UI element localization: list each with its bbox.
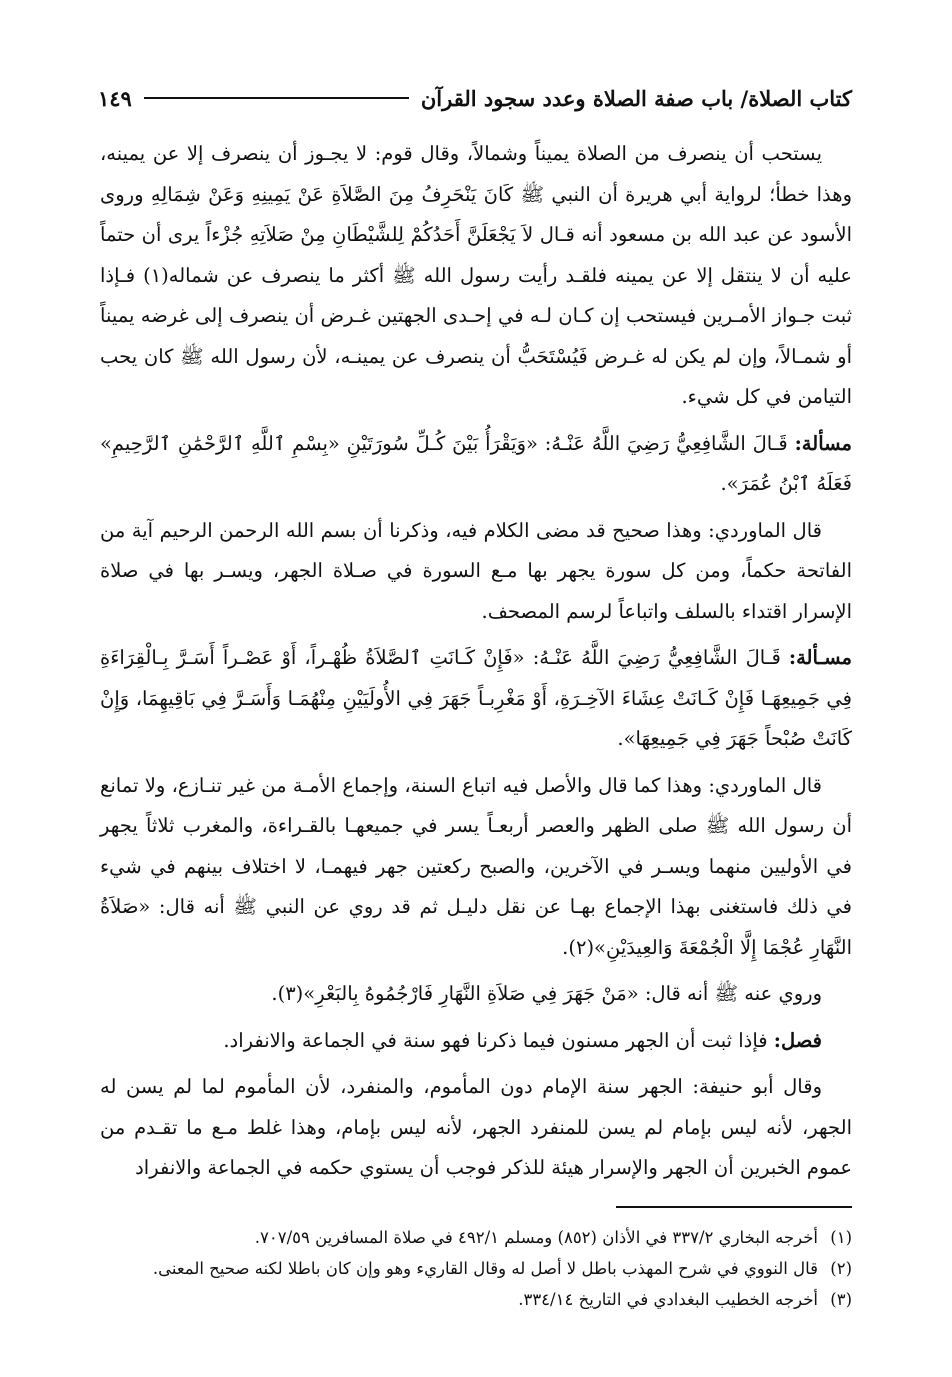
masala-label: مسألة:: [794, 431, 852, 455]
footnote-number: (٣): [830, 1290, 852, 1309]
footnotes: [100, 1222, 852, 1315]
footnote: [100, 1222, 852, 1253]
footnote-separator: [616, 1206, 852, 1208]
footnote: [100, 1284, 852, 1315]
footnote-text: قال النووي في شرح المهذب باطل لا أصل له وقال القاريء وهو وإن كان باطلا لكنه صحيح المعنى.: [152, 1259, 818, 1278]
footnote-number: (٢): [830, 1259, 852, 1278]
masala-label: مسـألة:: [788, 646, 852, 669]
running-header: [98, 78, 852, 118]
masala-paragraph: [100, 424, 852, 505]
paragraph: يستحب أن ينصرف من الصلاة يميناً وشمالاً، وقال قوم: لا يجـوز أن ينصرف إلا عن يمينه، وهذا خطأ؛ لرواية أبي هريرة أن النبي ﷺ كَانَ يَنْحَرِفُ مِنَ الصَّلاَةِ عَنْ يَمِينِهِ وَعَنْ شِمَالِهِ وروى الأسود عن عبد الله بن مسعود أنه قـال لاَ يَجْعَلَنَّ أَحَدُكُمْ لِلشَّيْطَانِ مِنْ صَلاَتِهِ جُزْءاً يرى أن حتماً عليه أن لا ينتقل إلا عن يمينه فلقـد رأيت رسول الله ﷺ أكثر ما ينصرف عن شماله(١) فـإذا ثبت جـواز الأمـرين فيستحب إن كـان لـه في إحـدى الجهتين غـرض أن ينصرف إلى غرضه يميناً أو شمـالاً، وإن لم يكن له غـرض فَيُسْتَحَبُّ أن ينصرف عن يمينـه، لأن رسول الله ﷺ كان يحب التيامن في كل شيء.: [100, 142, 853, 408]
footnote: [100, 1253, 852, 1284]
paragraph: قال الماوردي: وهذا صحيح قد مضى الكلام فيه، وذكرنا أن بسم الله الرحمن الرحيم آية من الفاتحة حكماً، ومن كل سورة يجهر بها مـع السورة في صـلاة الجهر، ويسـر بها في صلاة الإسرار اقتداء بالسلف واتباعاً لرسم المصحف.: [100, 518, 852, 623]
fasl-label: فصل:: [773, 1028, 822, 1052]
chapter-title: كتاب الصلاة/ باب صفة الصلاة وعدد سجود القرآن: [420, 85, 852, 111]
paragraph: قال الماوردي: وهذا كما قال والأصل فيه اتباع السنة، وإجماع الأمـة من غير تنـازع، ولا تمانع أن رسول الله ﷺ صلى الظهر والعصر أربعـاً يسر في جميعهـا بالقـراءة، والمغرب ثلاثاً يجهر في الأوليين منهما ويسـر في الآخرين، والصبح ركعتين جهر فيهمـا، لا اختلاف بينهم في شيء في ذلك فاستغنى بهذا الإجماع بهـا عن نقل دليـل ثم قد روي عن النبي ﷺ أنه قال: «صَلاَةُ النَّهَارِ عُجْمَا إِلَّا الْجُمْعَةَ وَالعِيدَيْنِ»(٢).: [100, 773, 852, 959]
paragraph: وروي عنه ﷺ أنه قال: «مَنْ جَهَرَ فِي صَلاَةِ النَّهَارِ فَارْجُمُوهُ بِالبَعْرِ»(٣).: [271, 982, 822, 1005]
fasl-paragraph: [100, 1021, 852, 1062]
masala-text: قَـالَ الشَّافِعِيُّ رَضِيَ اللَّهُ عَنْـهُ: «وَيَقْرَأُ بَيْنَ كُـلِّ سُورَتَيْنِ «بِسْمِ ٱللَّهِ ٱلرَّحْمَٰنِ ٱلرَّحِيمِ» فَعَلَهُ ٱبْنُ عُمَرَ».: [100, 431, 852, 495]
footnote-number: (١): [830, 1228, 852, 1247]
page-number: ١٤٩: [98, 85, 132, 111]
main-text: [100, 134, 852, 1195]
footnote-text: أخرجه الخطيب البغدادي في التاريخ ٣٣٤/١٤.: [518, 1290, 818, 1309]
masala-paragraph: [100, 638, 852, 760]
fasl-text: فإذا ثبت أن الجهر مسنون فيما ذكرنا فهو سنة في الجماعة والانفراد.: [223, 1028, 768, 1052]
paragraph: وقال أبو حنيفة: الجهر سنة الإمام دون المأموم، والمنفرد، لأن المأموم لما لم يسن له الجهر، لأنه ليس بإمام لم يسن للمنفرد الجهر، لأنه ليس بإمام، وهذا غلط مـع ما تقـدم من عموم الخبرين أن الجهر والإسرار هيئة للذكر فوجب أن يستوي حكمه في الجماعة والانفراد: [100, 1075, 852, 1179]
footnote-text: أخرجه البخاري ٣٣٧/٢ في الأذان (٨٥٢) ومسلم ٤٩٢/١ في صلاة المسافرين ٧٠٧/٥٩.: [254, 1228, 818, 1247]
header-rule: [144, 97, 409, 99]
masala-text: قَـالَ الشَّافِعِيُّ رَضِيَ اللَّهُ عَنْـهُ: «فَإِنْ كَـانَتِ ٱلصَّلاَةُ ظُهْـراً، أَوْ عَصْـراً أَسَـرَّ بِـالْقِرَاءَةِ فِي جَمِيعِهَـا فَإِنْ كَـانَتْ عِشَاءَ الآخِـرَةِ، أَوْ مَغْرِبـاً جَهَرَ فِي الأُولَيَيْنِ مِنْهُمَـا وَأَسَـرَّ فِي بَاقِيهِمَا، وَإِنْ كَانَتْ صُبْحاً جَهَرَ فِي جَمِيعِهَا».: [100, 646, 852, 750]
